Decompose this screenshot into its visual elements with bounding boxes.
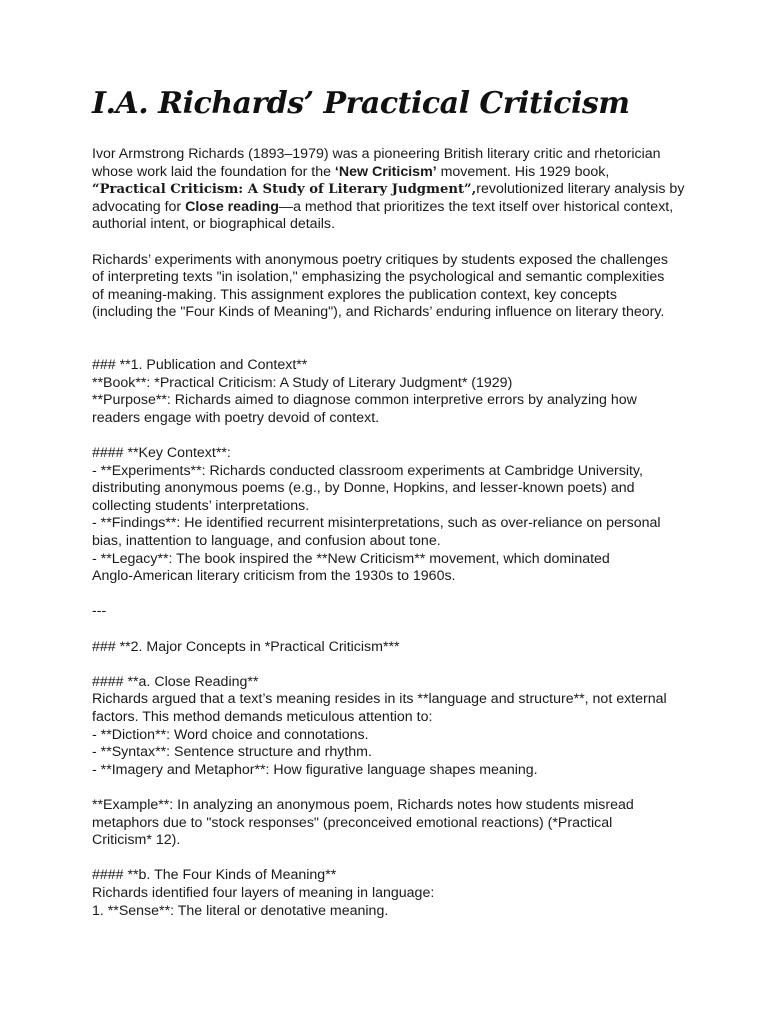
intro-line-4: [92, 199, 692, 217]
key-context-line: Anglo-American literary criticism from the 1930s to 1960s.: [92, 568, 456, 585]
section1-line: **Book**: *Practical Criticism: A Study of Literary Judgment* (1929): [92, 374, 513, 391]
document-title: I.A. Richards’ Practical Criticism: [92, 86, 630, 121]
paragraph-gap: [92, 428, 692, 446]
key-context-heading: #### **Key Context**:: [92, 445, 231, 462]
paragraph-gap: [92, 234, 692, 252]
paragraph-gap: [92, 850, 692, 868]
close-reading-line: factors. This method demands meticulous attention to:: [92, 709, 433, 725]
paragraph-gap: [92, 656, 692, 674]
book-title-quote: “Practical Criticism: A Study of Literary Judgment”,: [92, 182, 477, 198]
intro-line-2-pre: whose work laid the foundation for the: [92, 163, 335, 180]
paragraph-gap: [92, 621, 692, 639]
example-line: Criticism* 12).: [92, 832, 181, 849]
para2-line: of meaning-making. This assignment explores the publication context, key concepts: [92, 286, 617, 303]
section-gap: [92, 322, 692, 357]
section1-heading: ### **1. Publication and Context**: [92, 357, 308, 374]
close-reading-line: - **Diction**: Word choice and connotations.: [92, 726, 369, 743]
intro-line-5: authorial intent, or biographical details.: [92, 216, 335, 233]
section2-heading: ### **2. Major Concepts in *Practical Criticism***: [92, 638, 400, 655]
document-body: [92, 146, 692, 920]
close-reading-line: - **Syntax**: Sentence structure and rhythm.: [92, 744, 372, 761]
key-context-line: - **Findings**: He identified recurrent misinterpretations, such as over-reliance on personal: [92, 515, 661, 532]
key-context-line: - **Legacy**: The book inspired the **New Criticism** movement, which dominated: [92, 550, 610, 567]
four-kinds-line: 1. **Sense**: The literal or denotative meaning.: [92, 902, 389, 919]
key-context-line: - **Experiments**: Richards conducted classroom experiments at Cambridge University,: [92, 462, 643, 479]
close-reading-term: Close reading: [185, 198, 279, 215]
para2-line: of interpreting texts "in isolation," emphasizing the psychological and semantic complexities: [92, 269, 665, 286]
four-kinds-heading: #### **b. The Four Kinds of Meaning**: [92, 867, 337, 884]
intro-line-4-post: —a method that prioritizes the text itself over historical context,: [278, 198, 674, 215]
close-reading-line: - **Imagery and Metaphor**: How figurative language shapes meaning.: [92, 761, 538, 778]
para2-line: Richards’ experiments with anonymous poetry critiques by students exposed the challenges: [92, 251, 668, 268]
section1-line: readers engage with poetry devoid of context.: [92, 409, 380, 426]
close-reading-heading: #### **a. Close Reading**: [92, 673, 259, 690]
paragraph-gap: [92, 586, 692, 604]
intro-line-2: [92, 164, 692, 182]
example-line: metaphors due to "stock responses" (preconceived emotional reactions) (*Practical: [92, 814, 613, 831]
section1-line: **Purpose**: Richards aimed to diagnose common interpretive errors by analyzing how: [92, 392, 637, 409]
divider-text: ---: [92, 603, 107, 620]
intro-line-1: Ivor Armstrong Richards (1893–1979) was a pioneering British literary critic and rhetorician: [92, 146, 661, 162]
close-reading-line: Richards argued that a text’s meaning resides in its **language and structure**, not external: [92, 691, 667, 708]
intro-line-2-post: movement. His 1929 book,: [436, 163, 610, 180]
key-context-line: collecting students’ interpretations.: [92, 497, 310, 514]
four-kinds-line: Richards identified four layers of meaning in language:: [92, 884, 435, 901]
paragraph-gap: [92, 779, 692, 797]
new-criticism-term: ‘New Criticism’: [334, 163, 437, 180]
key-context-line: distributing anonymous poems (e.g., by Donne, Hopkins, and lesser-known poets) and: [92, 480, 635, 497]
intro-line-3-post: revolutionized literary analysis by: [476, 181, 685, 198]
intro-line-4-pre: advocating for: [92, 198, 186, 215]
intro-line-3: [92, 181, 692, 199]
key-context-line: bias, inattention to language, and confusion about tone.: [92, 533, 441, 550]
para2-line: (including the "Four Kinds of Meaning"), and Richards’ enduring influence on literary theory.: [92, 304, 665, 321]
example-line: **Example**: In analyzing an anonymous poem, Richards notes how students misread: [92, 796, 634, 813]
